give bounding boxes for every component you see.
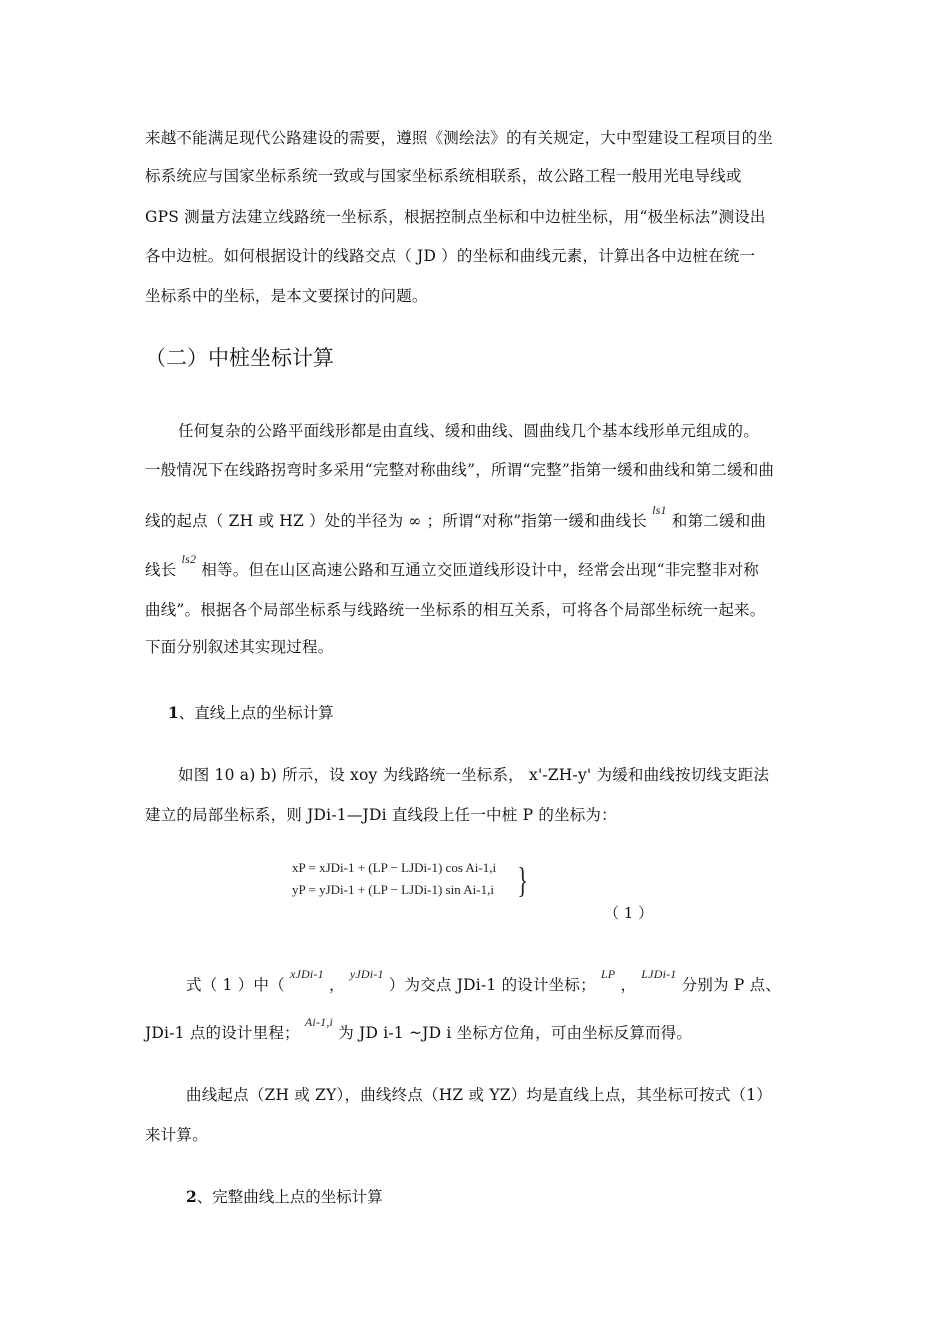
para2-line-4-a: 线长 — [145, 561, 177, 579]
lp-symbol: LP — [600, 967, 616, 981]
intro-line-5: 坐标系中的坐标，是本文要探讨的问题。 — [145, 287, 428, 305]
para4-line-2-a: JDi-1 点的设计里程； — [145, 1024, 300, 1042]
subheading-1 — [168, 703, 334, 723]
subheading-2-num: 2 — [186, 1187, 197, 1206]
section-title: （二）中桩坐标计算 — [145, 346, 334, 370]
intro-line-4: 各中边桩。如何根据设计的线路交点（ JD ）的坐标和曲线元素，计算出各中边桩在统一 — [145, 247, 756, 265]
subheading-1-num: 1 — [168, 703, 179, 722]
para4-line-2-b: 为 JD i-1 ~JD i 坐标方位角，可由坐标反算而得。 — [338, 1024, 693, 1042]
para2-line-3-b: 和第二缓和曲 — [671, 512, 767, 530]
formula-brace: } — [517, 860, 528, 900]
para4-line-1-a: 式（ 1 ）中（ — [186, 976, 285, 994]
para4-line-1-b: ）为交点 JDi-1 的设计坐标； — [388, 976, 596, 994]
para2-line-1: 任何复杂的公路平面线形都是由直线、缓和曲线、圆曲线几个基本线形单元组成的。 — [178, 422, 759, 440]
para2-line-6: 下面分别叙述其实现过程。 — [145, 638, 334, 656]
ls1-symbol: ls1 — [652, 503, 667, 517]
subheading-2-title: 、完整曲线上点的坐标计算 — [196, 1188, 383, 1206]
para5-line-1: 曲线起点（ZH 或 ZY），曲线终点（HZ 或 YZ）均是直线上点，其坐标可按式（1） — [186, 1086, 772, 1104]
para2-line-2: 一般情况下在线路拐弯时多采用“完整对称曲线”，所谓“完整”指第一缓和曲线和第二缓和曲 — [145, 461, 775, 479]
para2-line-4 — [145, 552, 759, 581]
para2-line-3 — [145, 503, 767, 532]
para4-line-1 — [186, 967, 782, 996]
para4-comma: ， — [328, 976, 345, 994]
formula-line-y: yP = yJDi-1 + (LP − LJDi-1) sin Ai-1,i — [292, 882, 494, 897]
para3-line-1: 如图 10 a) b) 所示，设 xoy 为线路统一坐标系， x'-ZH-y' 为缓和曲线按切线支距法 — [178, 766, 770, 784]
ls2-symbol: ls2 — [181, 552, 197, 566]
ljd-symbol: LJDi-1 — [641, 967, 677, 981]
subheading-1-title: 、直线上点的坐标计算 — [178, 704, 334, 722]
formula-1 — [292, 858, 532, 908]
x-jd-symbol: xJDi-1 — [289, 967, 324, 981]
formula-line-x: xP = xJDi-1 + (LP − LJDi-1) cos Ai-1,i — [292, 860, 497, 875]
para2-line-4-b: 相等。但在山区高速公路和互通立交匝道线形设计中，经常会出现“非完整非对称 — [201, 561, 759, 579]
para2-line-5: 曲线”。根据各个局部坐标系与线路统一坐标系的相互关系，可将各个局部坐标统一起来。 — [145, 601, 766, 619]
subheading-2 — [186, 1187, 383, 1207]
y-jd-symbol: yJDi-1 — [349, 967, 384, 981]
para4-comma-2: ， — [620, 976, 637, 994]
intro-line-3: GPS 测量方法建立线路统一坐标系，根据控制点坐标和中边桩坐标，用“极坐标法”测设出 — [145, 208, 766, 226]
para5-line-2: 来计算。 — [145, 1126, 208, 1144]
azimuth-symbol: Ai-1,i — [304, 1015, 334, 1029]
para2-line-3-a: 线的起点（ ZH 或 HZ ）处的半径为 ∞ ；所谓“对称”指第一缓和曲线长 — [145, 512, 647, 530]
intro-line-2: 标系统应与国家坐标系统一致或与国家坐标系统相联系，故公路工程一般用光电导线或 — [145, 167, 742, 185]
para4-line-2 — [145, 1015, 693, 1044]
intro-line-1: 来越不能满足现代公路建设的需要，遵照《测绘法》的有关规定，大中型建设工程项目的坐 — [145, 129, 774, 147]
para4-line-1-c: 分别为 P 点、 — [681, 976, 782, 994]
para3-line-2: 建立的局部坐标系，则 JDi-1—JDi 直线段上任一中桩 P 的坐标为： — [145, 806, 617, 824]
equation-number: （ 1 ） — [604, 904, 654, 922]
